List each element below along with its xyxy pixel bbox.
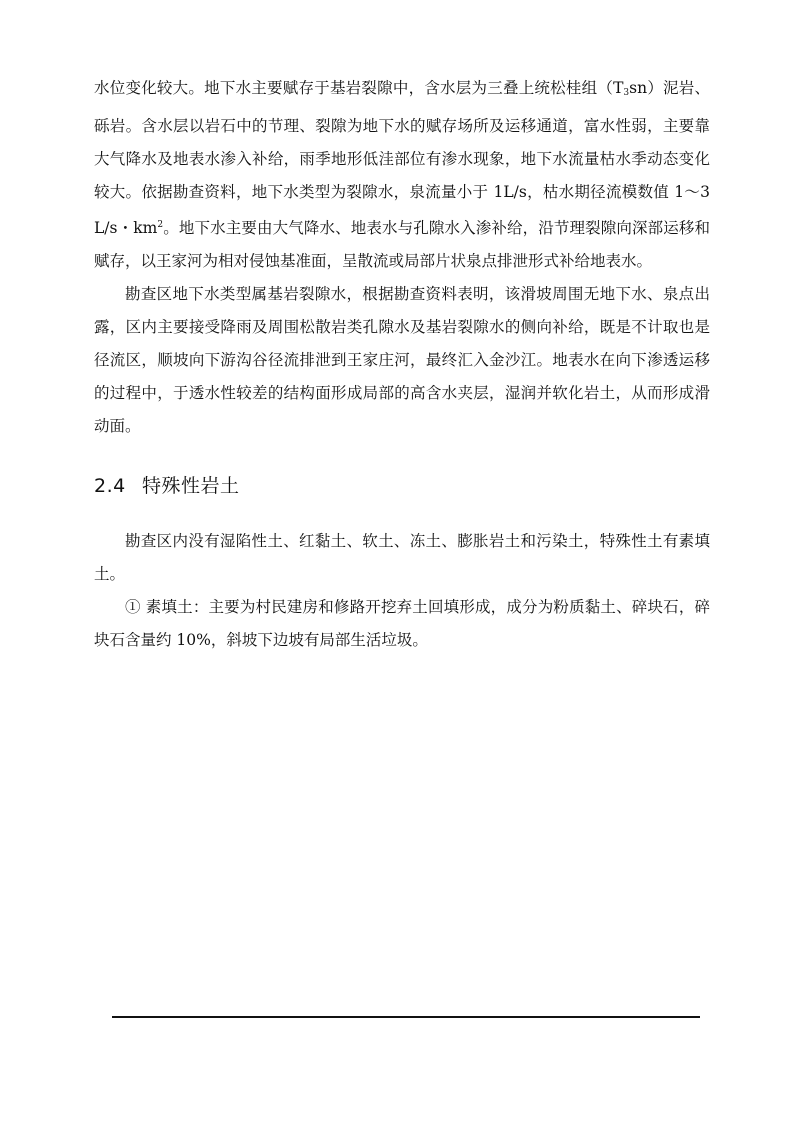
body-paragraph — [94, 72, 710, 278]
section-title: 特殊性岩土 — [142, 475, 240, 497]
footer-rule — [112, 1016, 700, 1018]
paragraph-text: 水位变化较大。地下水主要赋存于基岩裂隙中，含水层为三叠上统松桂组（T — [94, 79, 624, 97]
superscript-text: 2 — [157, 220, 164, 230]
paragraphs-before-section — [94, 72, 710, 443]
section-number: 2.4 — [94, 475, 126, 497]
body-paragraph — [94, 591, 710, 657]
body-paragraph — [94, 278, 710, 443]
page-content — [94, 72, 710, 657]
section-heading — [94, 473, 710, 499]
body-paragraph — [94, 525, 710, 591]
subscript-text: 3 — [623, 88, 630, 98]
paragraph-text: 勘查区内没有湿陷性土、红黏土、软土、冻土、膨胀岩土和污染土，特殊性土有素填土。 — [94, 532, 710, 583]
paragraphs-after-section — [94, 525, 710, 657]
paragraph-text: ① 素填土：主要为村民建房和修路开挖弃土回填形成，成分为粉质黏土、碎块石，碎块石含量约 10%，斜坡下边坡有局部生活垃圾。 — [94, 598, 710, 649]
paragraph-text: 。地下水主要由大气降水、地表水与孔隙水入渗补给，沿节理裂隙向深部运移和赋存，以王家河为相对侵蚀基准面，呈散流或局部片状泉点排泄形式补给地表水。 — [94, 219, 710, 270]
paragraph-text: sn）泥岩、砾岩。含水层以岩石中的节理、裂隙为地下水的赋存场所及运移通道，富水性弱，主要靠大气降水及地表水渗入补给，雨季地形低洼部位有渗水现象，地下水流量枯水季动态变化较大。依据勘查资料，地下水类型为裂隙水，泉流量小于 1L/s，枯水期径流模数值 1～3L/s・km — [94, 79, 711, 237]
paragraph-text: 勘查区地下水类型属基岩裂隙水，根据勘查资料表明，该滑坡周围无地下水、泉点出露，区内主要接受降雨及周围松散岩类孔隙水及基岩裂隙水的侧向补给，既是不计取也是径流区，顺坡向下游沟谷径流排泄到王家庄河，最终汇入金沙江。地表水在向下渗透运移的过程中，于透水性较差的结构面形成局部的高含水夹层，湿润并软化岩土，从而形成滑动面。 — [94, 285, 710, 435]
